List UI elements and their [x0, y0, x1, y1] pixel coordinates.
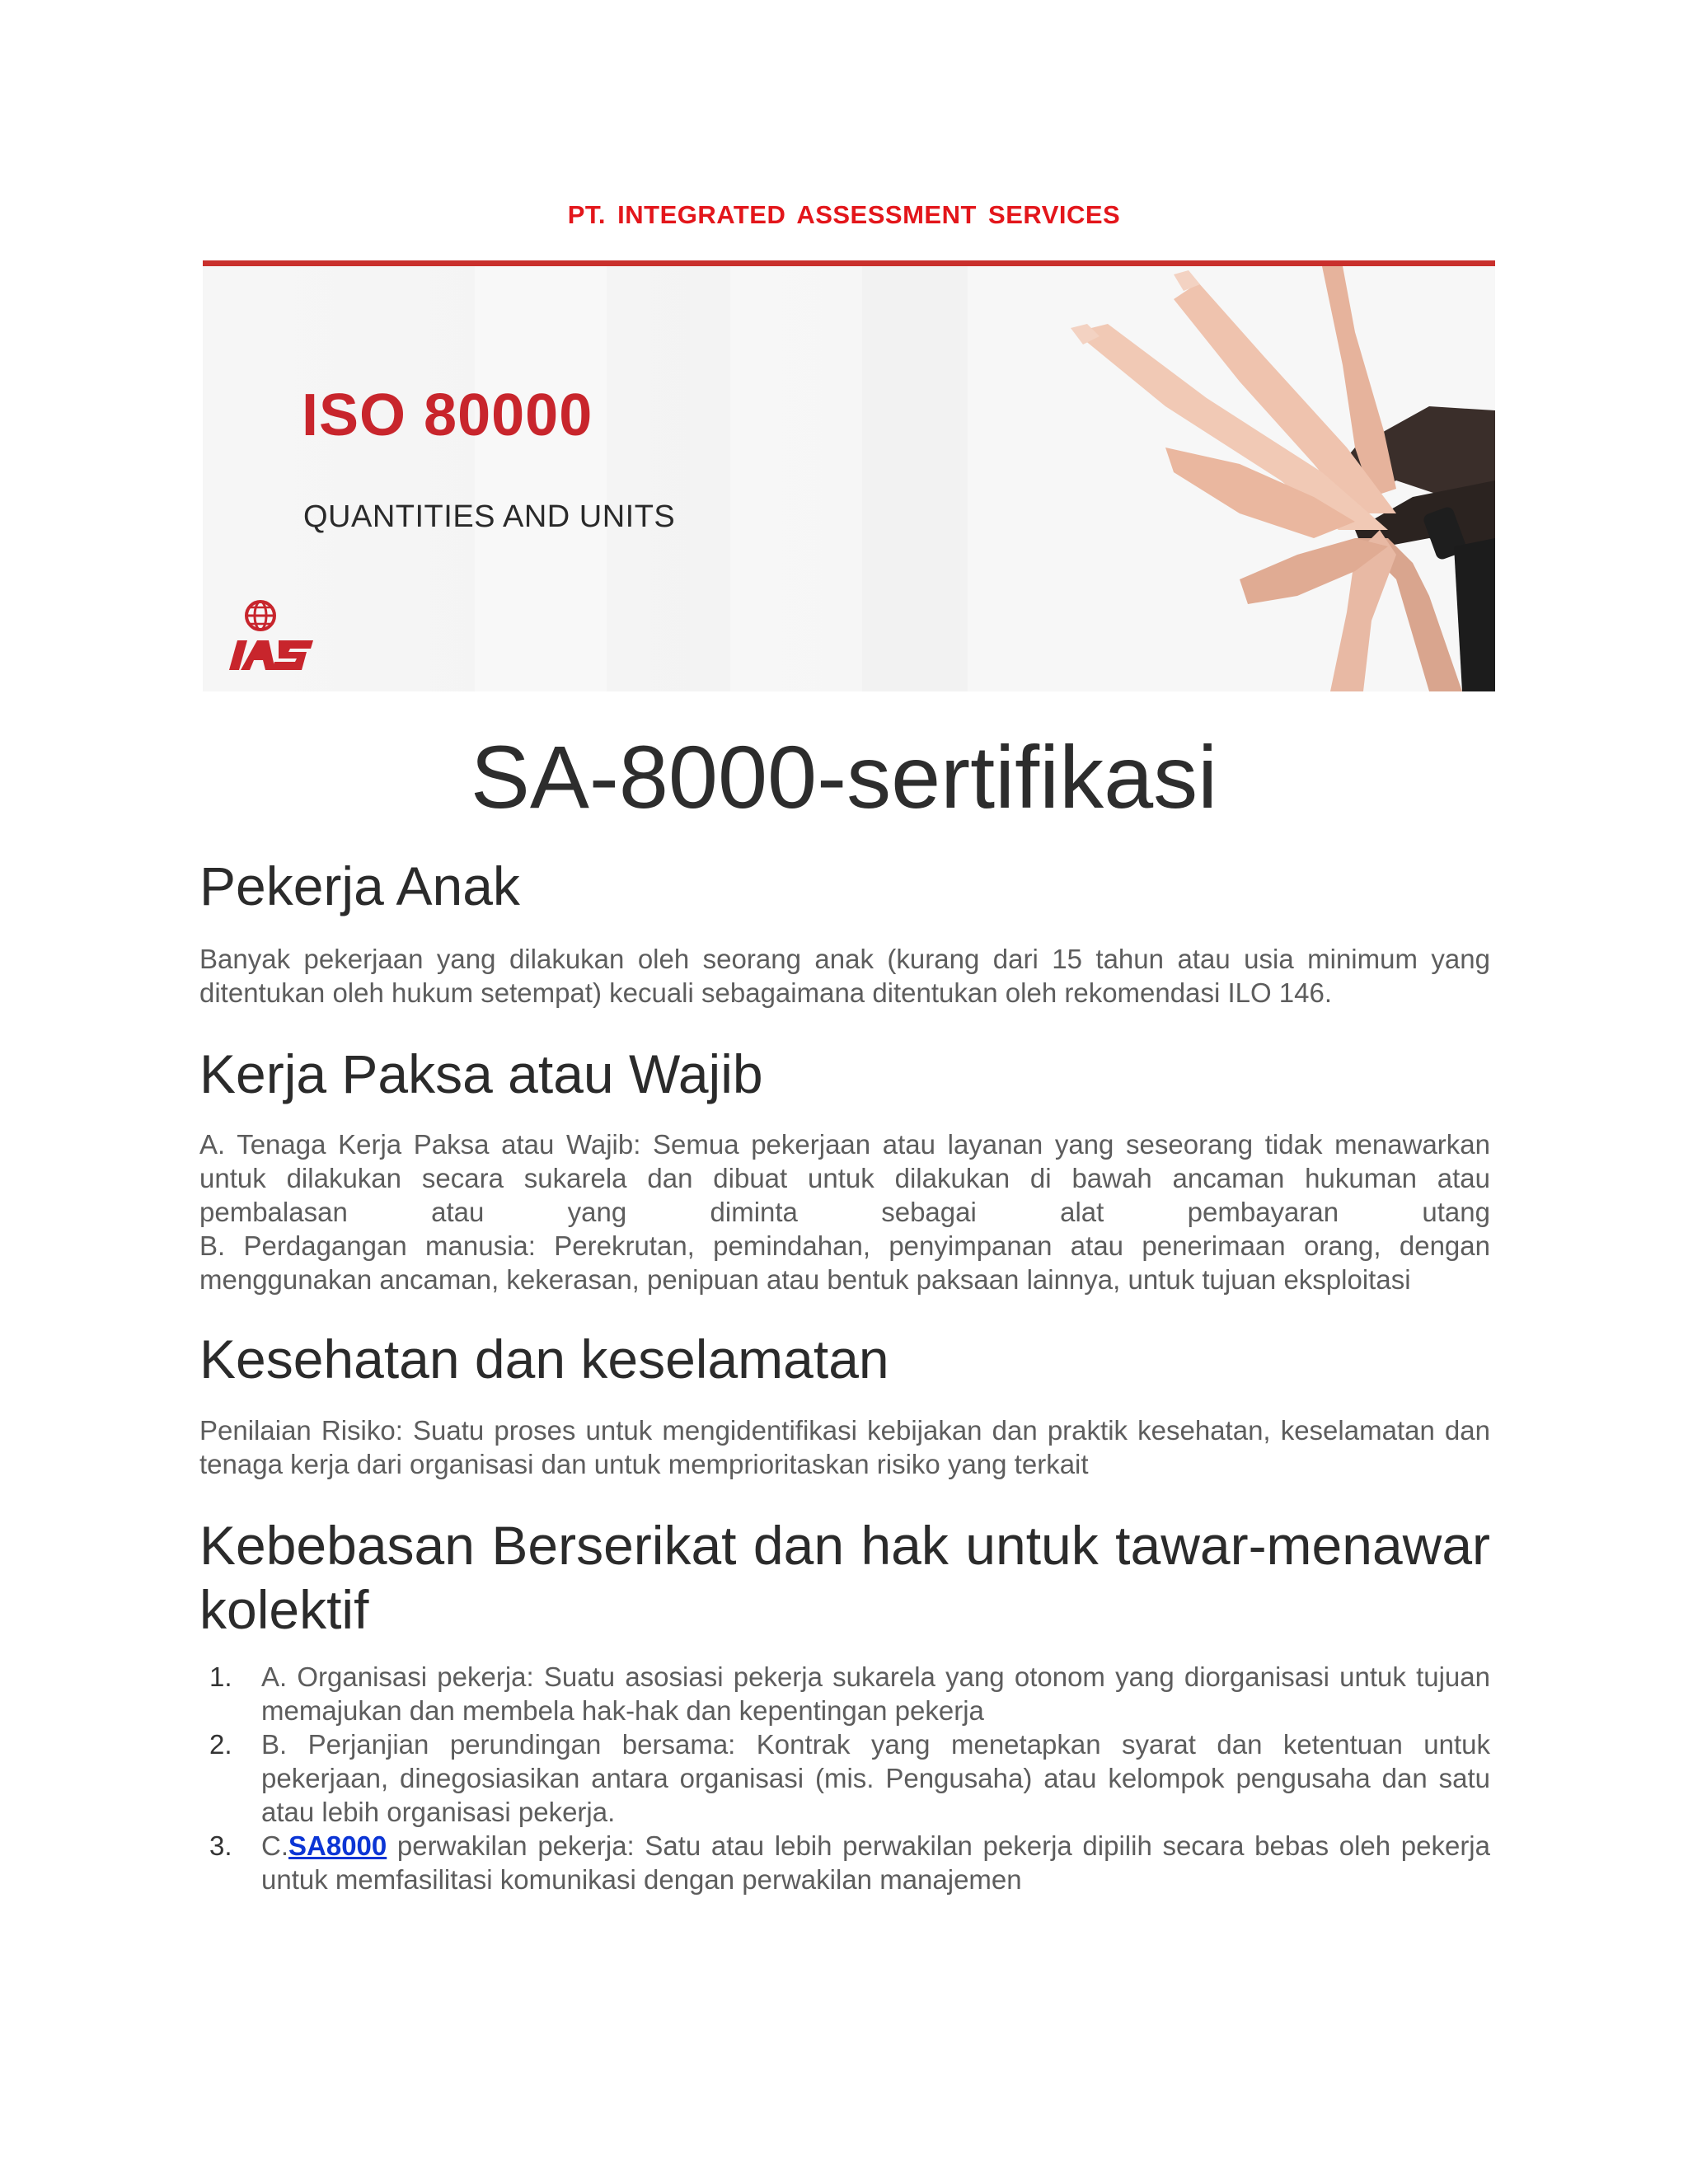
banner-iso-title: ISO 80000: [302, 382, 593, 448]
list-item: [199, 1829, 1490, 1896]
document-title: SA-8000-sertifikasi: [470, 727, 1218, 827]
heading-pekerja-anak: Pekerja Anak: [199, 855, 520, 916]
list-item-prefix: C.: [261, 1830, 288, 1861]
list-item: [199, 1660, 1490, 1727]
paragraph-kesehatan: Penilaian Risiko: Suatu proses untuk mengidentifikasi kebijakan dan praktik kesehatan, keselamatan dan tenaga kerja dari organisasi dan untuk memprioritaskan risiko yang terkait: [199, 1415, 1490, 1479]
hands-together-image: [968, 266, 1495, 691]
list-item-text: B. Perjanjian perundingan bersama: Kontrak yang menetapkan syarat dan ketentuan untuk pekerjaan, dinegosiasikan antara organisasi (mis. Pengusaha) atau kelompok pengusaha dan satu atau lebih organisasi pekerja.: [261, 1729, 1490, 1827]
list-number: 1.: [209, 1661, 232, 1692]
paragraph-pekerja-anak: Banyak pekerjaan yang dilakukan oleh seorang anak (kurang dari 15 tahun atau usia minimum yang ditentukan oleh hukum setempat) kecuali sebagaimana ditentukan oleh rekomendasi ILO 146.: [199, 944, 1490, 1008]
heading-kesehatan: Kesehatan dan keselamatan: [199, 1329, 889, 1390]
list-number: 2.: [209, 1729, 232, 1760]
list-number: 3.: [209, 1830, 232, 1861]
header-divider: [203, 260, 1495, 266]
list-item-text: perwakilan pekerja: Satu atau lebih perwakilan pekerja dipilih secara bebas oleh pekerja untuk memfasilitasi komunikasi dengan perwakilan manajemen: [261, 1830, 1490, 1895]
heading-kebebasan-berserikat: Kebebasan Berserikat dan hak untuk tawar-menawar kolektif: [199, 1515, 1490, 1640]
sa8000-link[interactable]: SA8000: [288, 1830, 387, 1861]
iso-banner-image: [203, 266, 1495, 691]
paragraph-kerja-paksa-a: A. Tenaga Kerja Paksa atau Wajib: Semua pekerjaan atau layanan yang seseorang tidak menawarkan untuk dilakukan secara sukarela dan dibuat untuk dilakukan di bawah ancaman hukuman atau pembalasan atau yang diminta sebagai alat pembayaran utang: [199, 1129, 1490, 1227]
numbered-list: [199, 1660, 1490, 1896]
list-item-text: A. Organisasi pekerja: Suatu asosiasi pekerja sukarela yang otonom yang diorganisasi untuk tujuan memajukan dan membela hak-hak dan kepentingan pekerja: [261, 1661, 1490, 1726]
banner-iso-subtitle: QUANTITIES AND UNITS: [303, 499, 676, 534]
paragraph-kerja-paksa-b: B. Perdagangan manusia: Perekrutan, pemindahan, penyimpanan atau penerimaan orang, dengan menggunakan ancaman, kekerasan, penipuan atau bentuk paksaan lainnya, untuk tujuan eksploitasi: [199, 1230, 1490, 1295]
list-item: [199, 1727, 1490, 1829]
company-header: PT. INTEGRATED ASSESSMENT SERVICES: [567, 200, 1121, 229]
ias-logo: [221, 589, 336, 680]
heading-kerja-paksa: Kerja Paksa atau Wajib: [199, 1043, 763, 1104]
